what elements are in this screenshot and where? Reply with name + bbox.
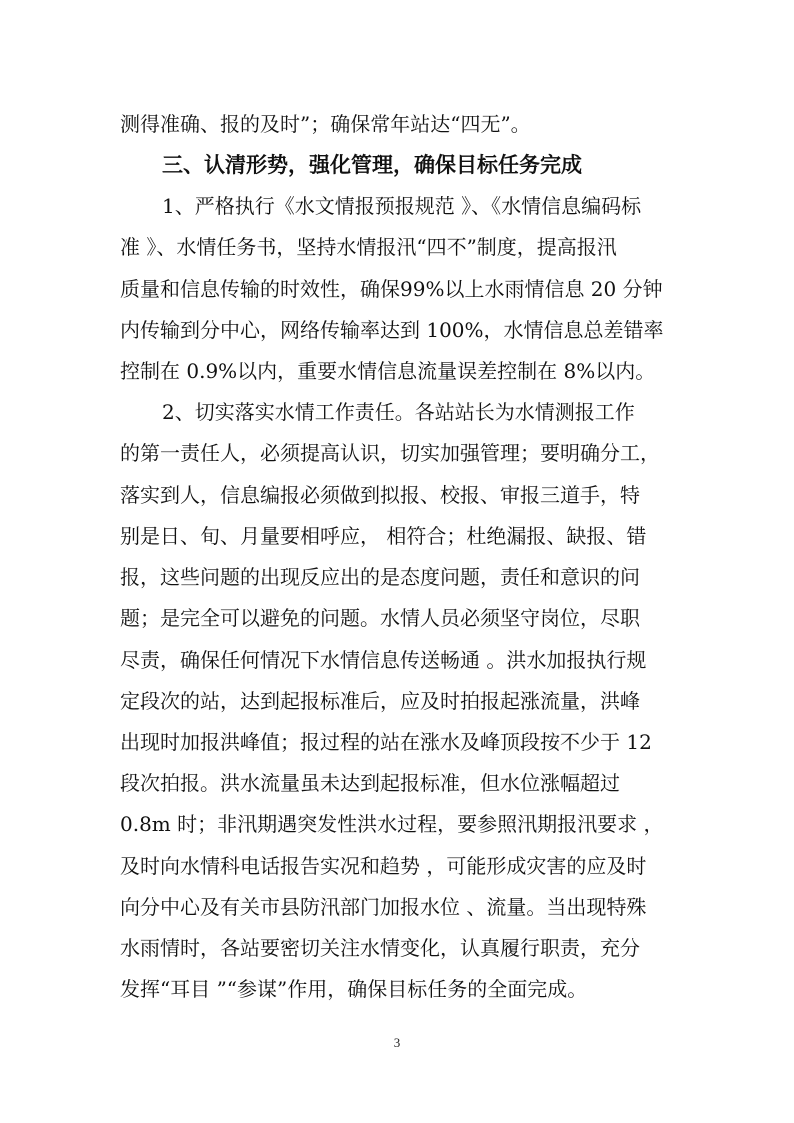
text-line: 尽责，确保任何情况下水情信息传送畅通 。洪水加报执行规: [120, 648, 647, 672]
text-line: 质量和信息传输的时效性，确保99%以上水雨情信息 20 分钟: [120, 277, 663, 301]
text-line: 水雨情时，各站要密切关注水情变化，认真履行职责，充分: [120, 936, 640, 960]
text-line: 出现时加报洪峰值；报过程的站在涨水及峰顶段按不少于 12: [120, 730, 652, 754]
text-line: 控制在 0.9%以内，重要水情信息流量误差控制在 8%以内。: [120, 359, 656, 383]
text-line: 发挥“耳目 ”“参谋”作用，确保目标任务的全面完成。: [120, 977, 588, 1001]
text-line: 1、严格执行《水文情报预报规范 》、《水情信息编码标: [162, 194, 642, 218]
text-line: 及时向水情科电话报告实况和趋势 ，可能形成灾害的应及时: [120, 854, 647, 878]
text-line: 题；是完全可以避免的问题。水情人员必须坚守岗位，尽职: [120, 606, 640, 630]
text-line: 报，这些问题的出现反应出的是态度问题，责任和意识的问: [120, 565, 640, 589]
text-line: 段次拍报。洪水流量虽未达到起报标准，但水位涨幅超过: [120, 771, 620, 795]
text-line: 落实到人，信息编报必须做到拟报、校报、审报三道手，特: [120, 483, 640, 507]
section-heading: 三、认清形势，强化管理，确保目标任务完成: [162, 153, 582, 177]
text-line: 定段次的站，达到起报标准后，应及时拍报起涨流量，洪峰: [120, 689, 640, 713]
text-line: 向分中心及有关市县防汛部门加报水位 、流量。当出现特殊: [120, 895, 647, 919]
text-line: 准 》、水情任务书，坚持水情报汛“四不”制度，提高报汛: [120, 235, 617, 259]
page-number: 3: [393, 1035, 401, 1050]
text-line: 的第一责任人，必须提高认识，切实加强管理；要明确分工，: [120, 441, 660, 465]
text-line: 内传输到分中心，网络传输率达到 100%，水情信息总差错率: [120, 318, 664, 342]
text-line: 0.8m 时；非汛期遇突发性洪水过程，要参照汛期报汛要求 ，: [120, 812, 664, 836]
text-line: 测得准确、报的及时”；确保常年站达“四无”。: [120, 112, 531, 136]
text-line: 2、切实落实水情工作责任。各站站长为水情测报工作: [162, 400, 635, 424]
text-line: 别是日、旬、月量要相呼应， 相符合；杜绝漏报、缺报、错: [120, 524, 647, 548]
